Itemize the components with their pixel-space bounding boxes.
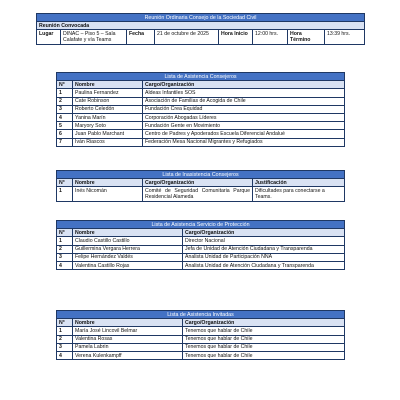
col-header-justificacion: Justificación <box>253 179 345 187</box>
fecha-label: Fecha <box>127 30 155 44</box>
col-header-cargo: Cargo/Organización <box>183 229 345 237</box>
table-row <box>57 352 345 360</box>
lugar-value: DINAC – Piso 5 – Sala Calafate y vía Teams <box>61 30 127 44</box>
cell-cargo: Asociación de Familias de Acogida de Chile <box>143 97 345 105</box>
servicio-title: Lista de Asistencia Servicio de Protección <box>57 221 345 229</box>
col-header-nombre: Nombre <box>73 179 143 187</box>
cell-n: 4 <box>57 114 73 122</box>
cell-cargo: Federación Mesa Nacional Migrantes y Refugiados <box>143 138 345 146</box>
cell-n: 1 <box>57 187 73 201</box>
table-row <box>57 262 345 270</box>
hora-inicio-label: Hora Inicio <box>219 30 253 44</box>
col-header-n: N° <box>57 229 73 237</box>
cell-nombre: Yanina Marín <box>73 114 143 122</box>
cell-n: 2 <box>57 335 73 343</box>
cell-nombre: Roberto Celedón <box>73 105 143 113</box>
cell-nombre: Guillermina Vergara Herrera <box>73 245 183 253</box>
cell-n: 6 <box>57 130 73 138</box>
cell-nombre: Inés Nicomán <box>73 187 143 201</box>
table-row <box>57 122 345 130</box>
cell-n: 2 <box>57 97 73 105</box>
consejeros-title: Lista de Asistencia Consejeros <box>57 73 345 81</box>
col-header-cargo: Cargo/Organización <box>143 81 345 89</box>
col-header-nombre: Nombre <box>73 229 183 237</box>
table-row <box>57 138 345 146</box>
hora-termino-value: 13:39 hrs. <box>325 30 365 44</box>
table-row <box>57 89 345 97</box>
cell-justificacion: Dificultades para conectarse a Teams. <box>253 187 345 201</box>
cell-nombre: Juan Pablo Marchant <box>73 130 143 138</box>
col-header-n: N° <box>57 319 73 327</box>
cell-n: 7 <box>57 138 73 146</box>
cell-cargo: Tenemos que hablar de Chile <box>183 343 345 351</box>
cell-nombre: Iván Riascos <box>73 138 143 146</box>
table-row <box>57 335 345 343</box>
table-row <box>57 245 345 253</box>
cell-cargo: Fundación Crea Equidad <box>143 105 345 113</box>
cell-nombre: Pamela Labrin <box>73 343 183 351</box>
inasistencia-table <box>56 170 345 202</box>
cell-nombre: Cate Robinson <box>73 97 143 105</box>
cell-cargo: Tenemos que hablar de Chile <box>183 327 345 335</box>
meeting-convocada-label: Reunión Convocada <box>37 22 365 30</box>
cell-n: 1 <box>57 327 73 335</box>
cell-nombre: María José Lincovil Belmar <box>73 327 183 335</box>
table-row <box>57 343 345 351</box>
cell-n: 3 <box>57 105 73 113</box>
cell-n: 2 <box>57 245 73 253</box>
cell-nombre: Felipe Hernández Valdés <box>73 253 183 261</box>
cell-n: 4 <box>57 262 73 270</box>
cell-cargo: Director Nacional <box>183 237 345 245</box>
cell-nombre: Valentina Castillo Rojas <box>73 262 183 270</box>
table-row <box>57 327 345 335</box>
cell-nombre: Valentina Rosas <box>73 335 183 343</box>
cell-nombre: Claudio Castillo Castillo <box>73 237 183 245</box>
cell-cargo: Aldeas Infantiles SOS <box>143 89 345 97</box>
table-row <box>57 114 345 122</box>
col-header-n: N° <box>57 81 73 89</box>
cell-cargo: Tenemos que hablar de Chile <box>183 335 345 343</box>
cell-cargo: Comité de Seguridad Comunitaria Parque Residencial Alameda <box>143 187 253 201</box>
cell-n: 1 <box>57 89 73 97</box>
cell-cargo: Centro de Padres y Apoderados Escuela Diferencial Andalué <box>143 130 345 138</box>
hora-inicio-value: 12:00 hrs. <box>253 30 288 44</box>
servicio-table <box>56 220 345 270</box>
col-header-nombre: Nombre <box>73 319 183 327</box>
fecha-value: 21 de octubre de 2025 <box>155 30 219 44</box>
consejeros-rows <box>57 89 345 146</box>
hora-termino-label: Hora Término <box>288 30 325 44</box>
consejeros-table <box>56 72 345 147</box>
lugar-label: Lugar <box>37 30 61 44</box>
table-row <box>57 237 345 245</box>
inasistencia-title: Lista de Inasistencia Consejeros <box>57 171 345 179</box>
col-header-cargo: Cargo/Organización <box>183 319 345 327</box>
cell-n: 3 <box>57 343 73 351</box>
cell-nombre: Verena Kulenkampff <box>73 352 183 360</box>
cell-n: 1 <box>57 237 73 245</box>
cell-n: 4 <box>57 352 73 360</box>
cell-nombre: Maryory Soto <box>73 122 143 130</box>
col-header-n: N° <box>57 179 73 187</box>
table-row <box>57 130 345 138</box>
col-header-cargo: Cargo/Organización <box>143 179 253 187</box>
cell-cargo: Fundación Gente en Movimiento <box>143 122 345 130</box>
cell-cargo: Tenemos que hablar de Chile <box>183 352 345 360</box>
cell-nombre: Paulina Fernandez <box>73 89 143 97</box>
table-row <box>57 187 345 201</box>
cell-cargo: Analista Unidad de Atención Ciudadana y Transparenda <box>183 262 345 270</box>
cell-n: 3 <box>57 253 73 261</box>
cell-cargo: Jefa de Unidad de Atención Ciudadana y Transparenda <box>183 245 345 253</box>
cell-cargo: Corporación Abogadas Líderes <box>143 114 345 122</box>
cell-cargo: Analista Unidad de Participación NNA <box>183 253 345 261</box>
inasistencia-rows <box>57 187 345 201</box>
meeting-title: Reunión Ordinaria Consejo de la Sociedad Civil <box>37 14 365 22</box>
table-row <box>57 97 345 105</box>
invitadas-table <box>56 310 345 360</box>
table-row <box>57 253 345 261</box>
meeting-info-table <box>36 13 365 45</box>
cell-n: 5 <box>57 122 73 130</box>
col-header-nombre: Nombre <box>73 81 143 89</box>
servicio-rows <box>57 237 345 270</box>
table-row <box>57 105 345 113</box>
invitadas-title: Lista de Asistencia Invitadas <box>57 311 345 319</box>
invitadas-rows <box>57 327 345 360</box>
